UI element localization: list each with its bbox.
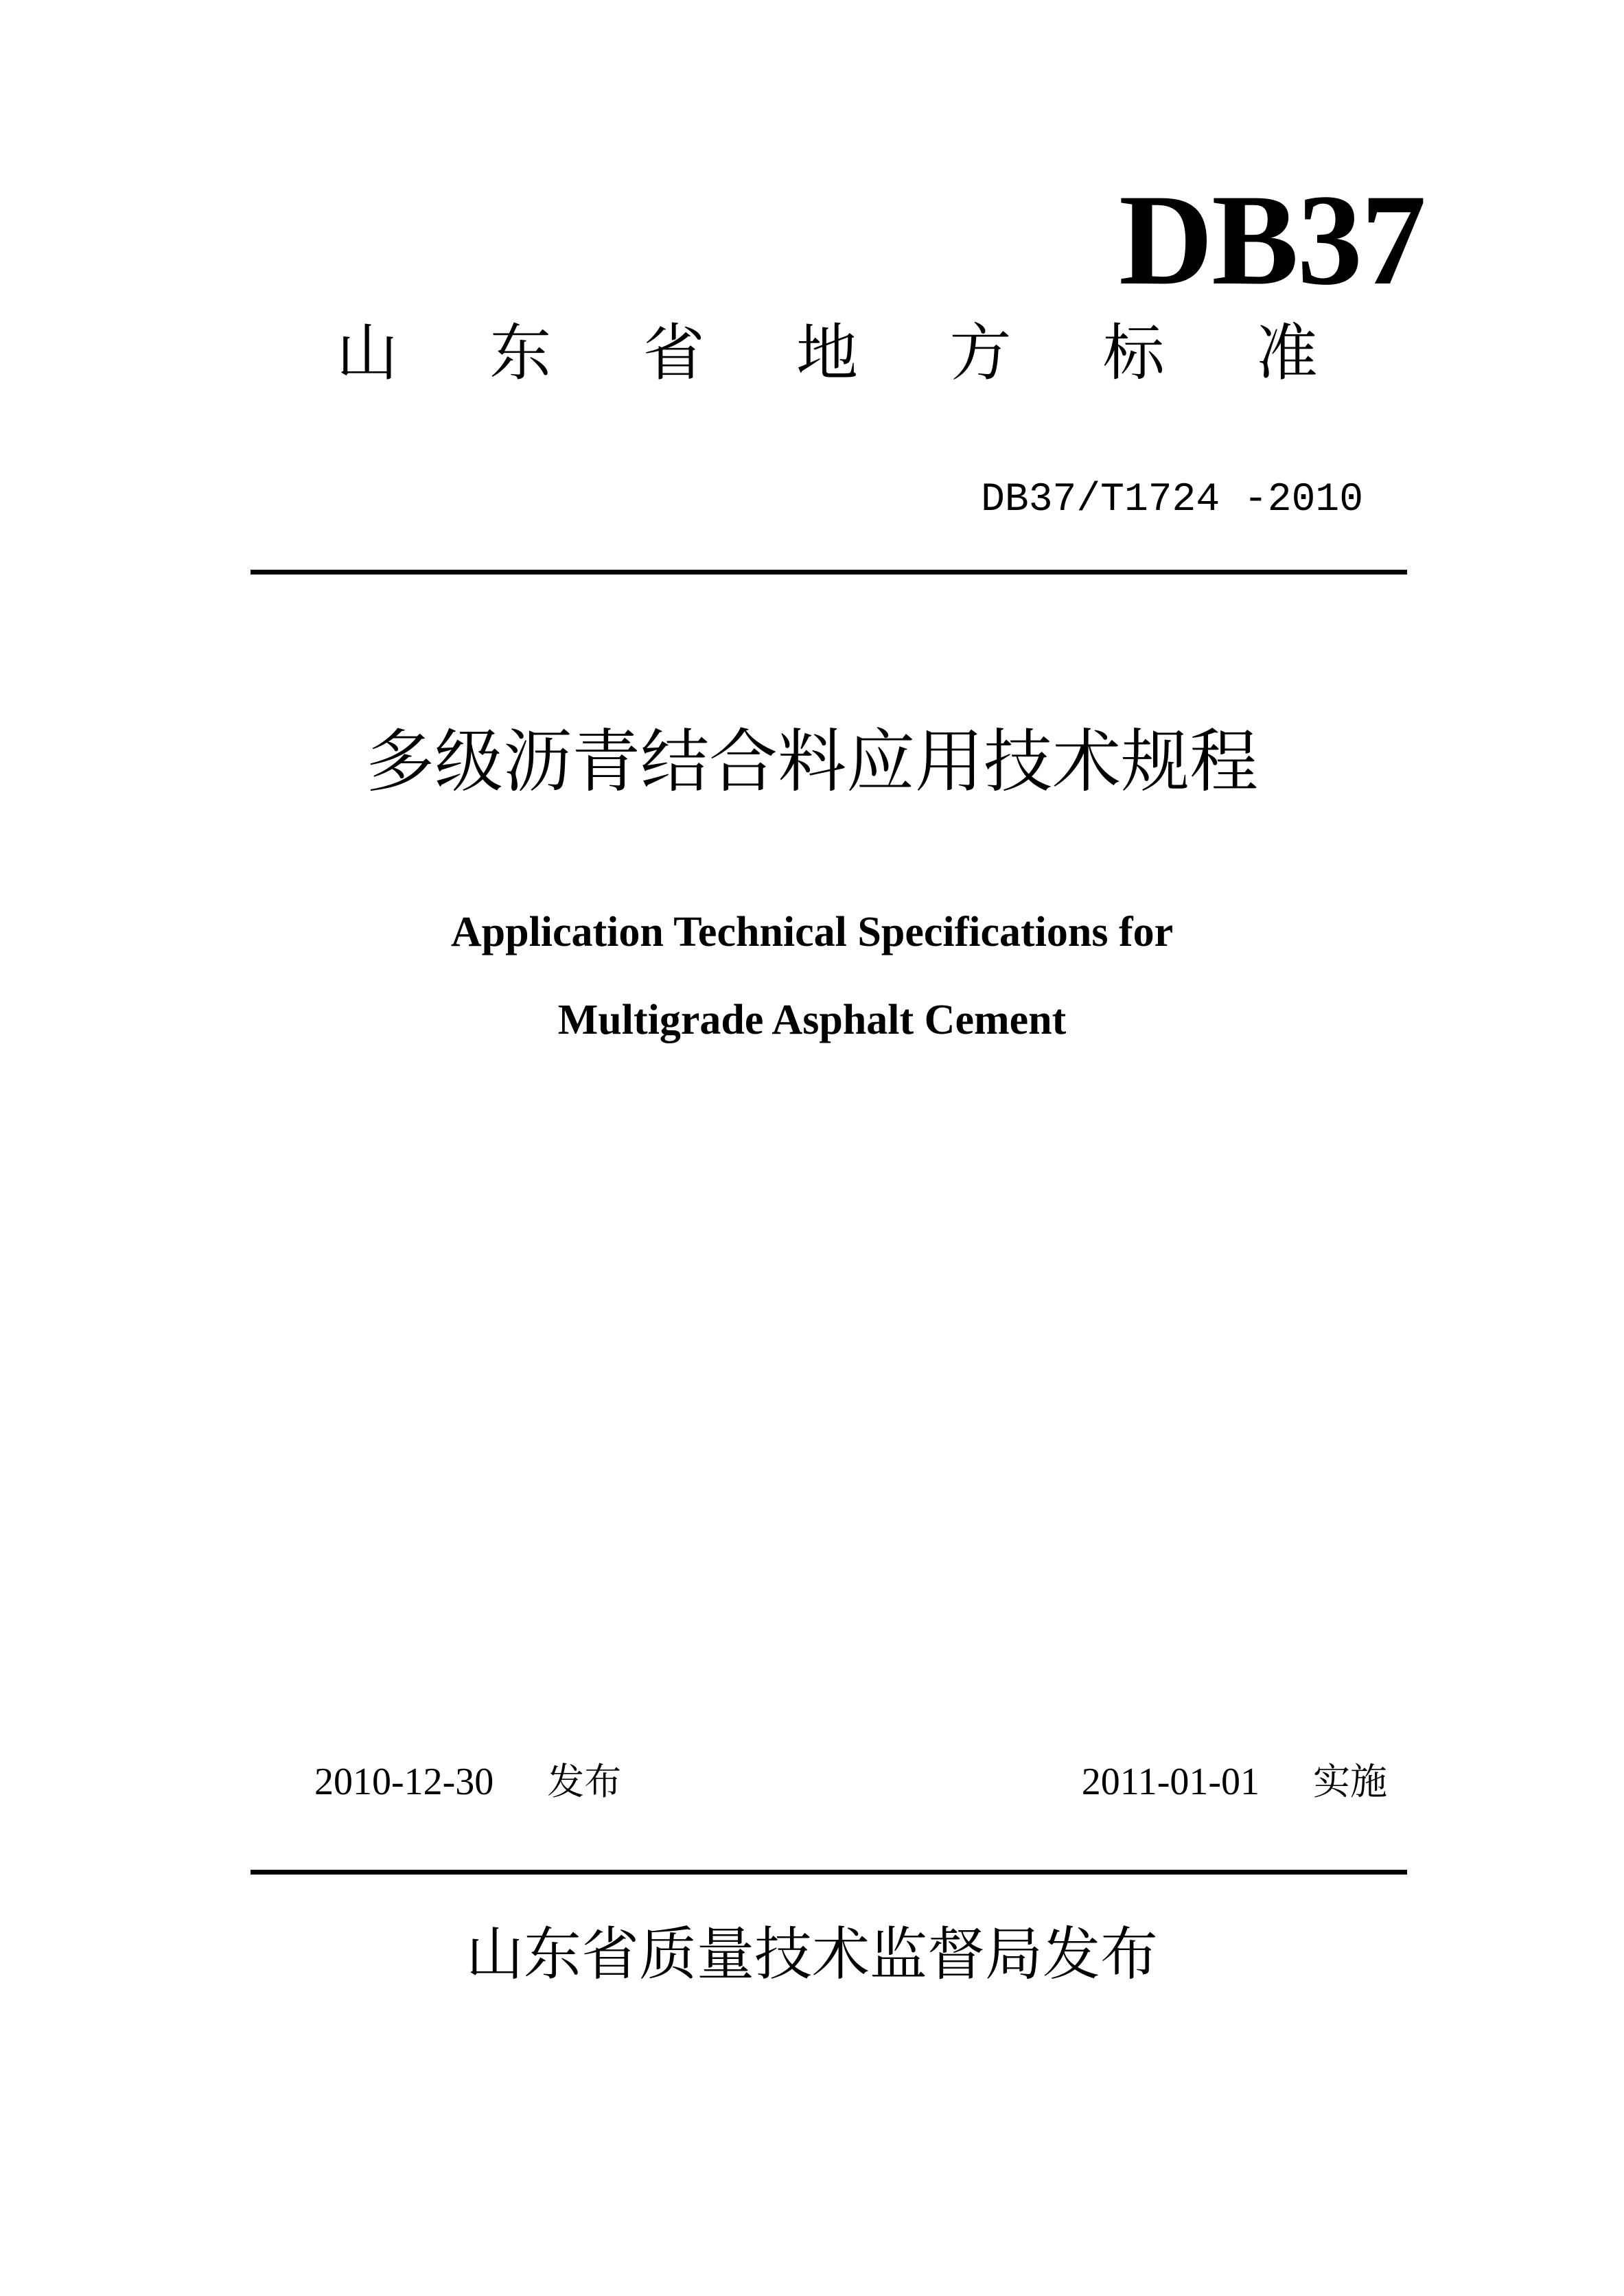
standard-type-char: 地 [796, 317, 858, 389]
standard-type-char: 东 [489, 317, 552, 389]
publish-date-row [314, 1760, 622, 1803]
document-title-chinese: 多级沥青结合料应用技术规程 [366, 721, 1258, 802]
issuing-authority: 山东省质量技术监督局发布 [465, 1921, 1158, 1988]
effective-date-row [1081, 1760, 1387, 1803]
standard-code: DB37 [1119, 168, 1425, 312]
standard-type-char: 标 [1102, 317, 1165, 389]
standard-type-char: 省 [642, 317, 705, 389]
document-title-english-line-2: Multigrade Asphalt Cement [557, 997, 1067, 1043]
publish-date: 2010-12-30 [314, 1761, 494, 1803]
standard-number: DB37/T1724 -2010 [981, 478, 1363, 522]
top-divider [251, 570, 1407, 575]
effective-date: 2011-01-01 [1081, 1761, 1260, 1803]
standard-type-char: 准 [1255, 317, 1318, 389]
publish-label: 发布 [547, 1760, 622, 1803]
standard-type-char: 山 [336, 317, 398, 389]
standard-type-char: 方 [949, 317, 1012, 389]
bottom-divider [251, 1870, 1407, 1875]
standard-type-heading [336, 317, 1318, 389]
document-title-english-line-1: Application Technical Specifications for [450, 909, 1174, 955]
effective-label: 实施 [1313, 1760, 1387, 1803]
